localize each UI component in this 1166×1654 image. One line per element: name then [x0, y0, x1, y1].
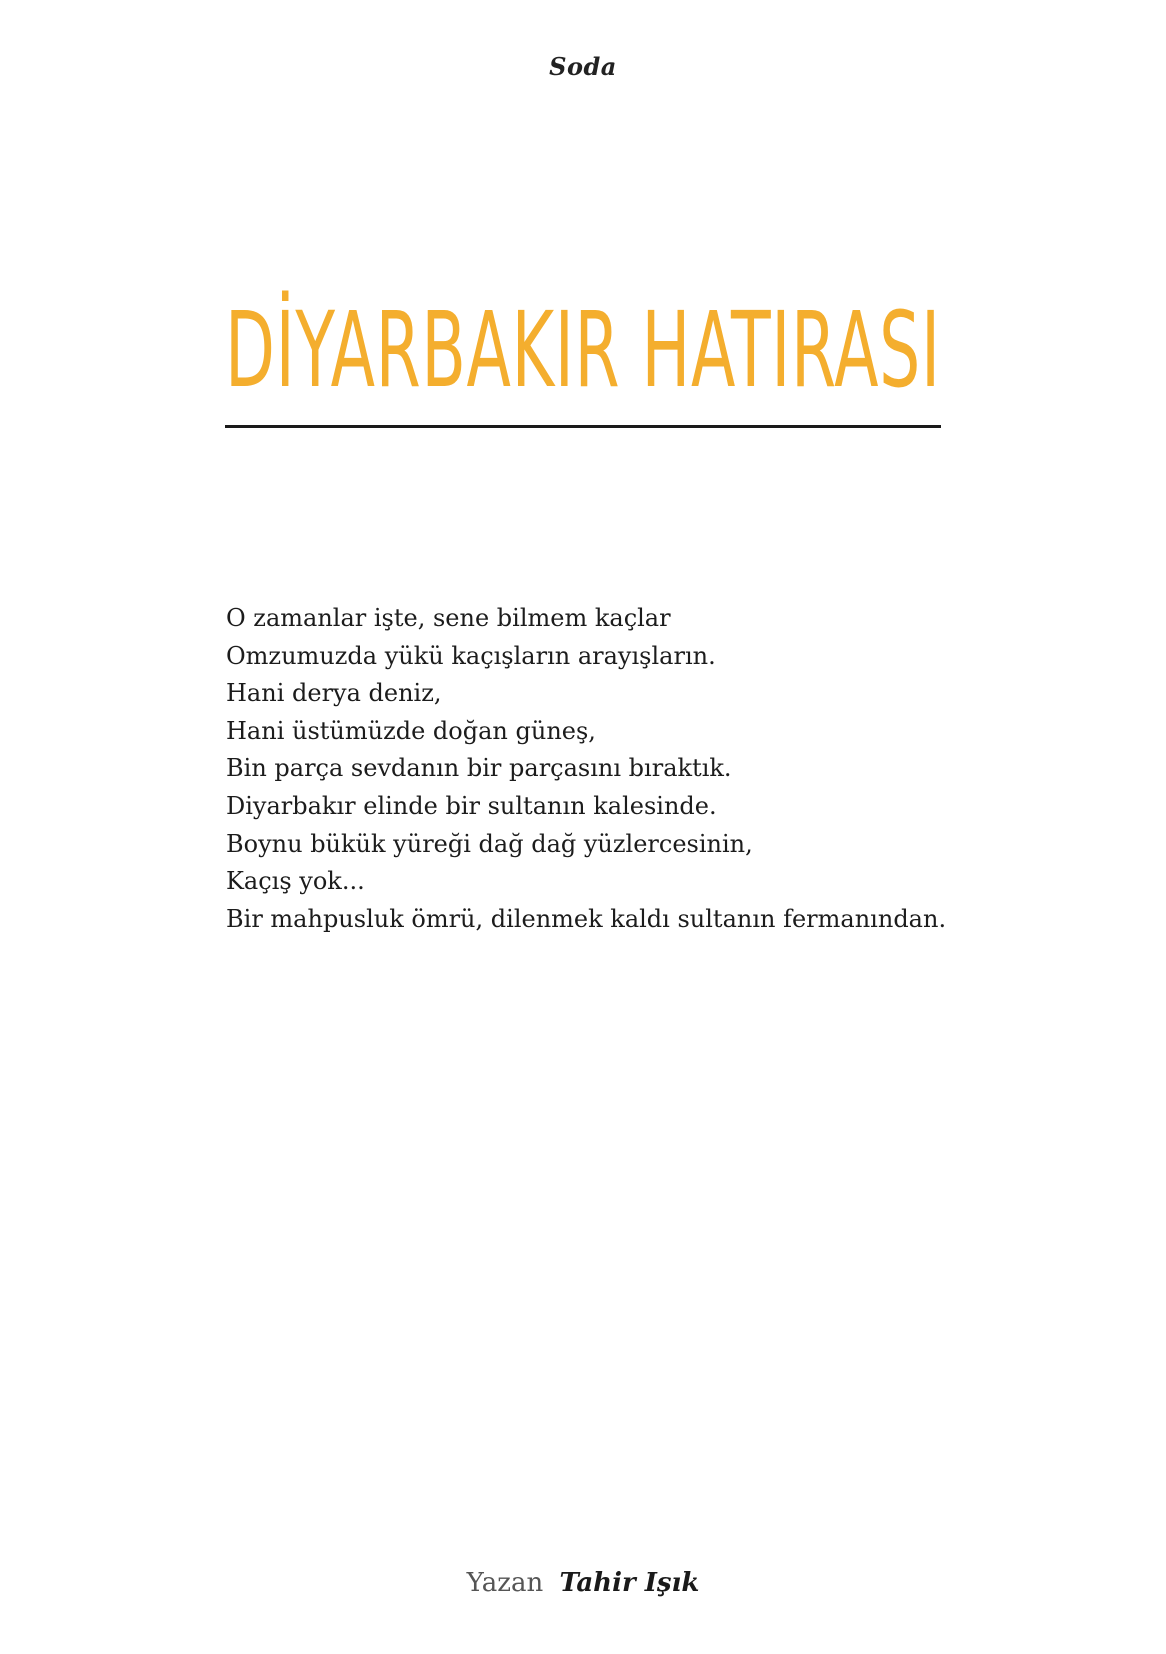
byline-prefix: Yazan — [466, 1568, 544, 1598]
poem-line: Diyarbakır elinde bir sultanın kalesinde. — [226, 791, 717, 820]
poem-line: Bir mahpusluk ömrü, dilenmek kaldı sultanın fermanından. — [226, 904, 947, 933]
poem-body — [226, 600, 1046, 938]
title-block — [225, 290, 941, 410]
poem-line: Kaçış yok... — [226, 867, 365, 896]
page-title: DİYARBAKIR HATIRASI — [225, 289, 941, 411]
poem-line: Boynu bükük yüreği dağ dağ yüzlercesinin, — [226, 829, 753, 858]
author-name: Tahir Işık — [559, 1568, 700, 1598]
poem-line: Hani üstümüzde doğan güneş, — [226, 716, 596, 745]
poem-line: Bin parça sevdanın bir parçasını bıraktık. — [226, 754, 732, 783]
title-divider — [225, 425, 941, 428]
poem-line: Hani derya deniz, — [226, 679, 442, 708]
magazine-logo: Soda — [549, 52, 617, 81]
poem-line: O zamanlar işte, sene bilmem kaçlar — [226, 604, 671, 632]
byline — [0, 1568, 1166, 1598]
poem-line: Omzumuzda yükü kaçışların arayışların. — [226, 641, 716, 670]
